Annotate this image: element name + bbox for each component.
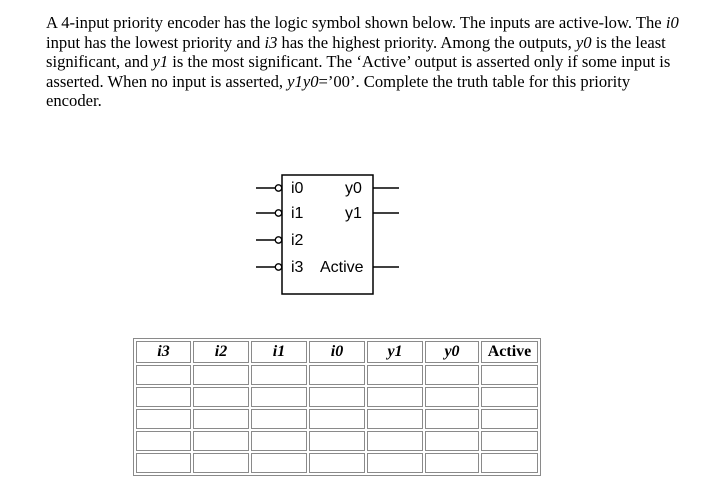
table-cell[interactable] (251, 365, 307, 385)
table-cell[interactable] (309, 431, 365, 451)
header-active: Active (481, 341, 538, 363)
table-cell[interactable] (425, 409, 479, 429)
header-y0: y0 (425, 341, 479, 363)
table-cell[interactable] (136, 365, 191, 385)
table-cell[interactable] (136, 409, 191, 429)
table-cell[interactable] (481, 431, 538, 451)
table-cell[interactable] (136, 431, 191, 451)
table-cell[interactable] (425, 453, 479, 473)
input-label-i0: i0 (291, 180, 304, 197)
table-cell[interactable] (193, 387, 249, 407)
table-cell[interactable] (309, 365, 365, 385)
table-cell[interactable] (193, 365, 249, 385)
table-cell[interactable] (481, 365, 538, 385)
input-label-i1: i1 (291, 205, 304, 222)
input-line-i0 (256, 185, 282, 191)
output-label-active: Active (320, 259, 364, 276)
table-cell[interactable] (367, 453, 423, 473)
table-cell[interactable] (251, 431, 307, 451)
table-row (136, 409, 538, 429)
input-line-i3 (256, 264, 282, 270)
table-cell[interactable] (367, 409, 423, 429)
table-header-row (136, 341, 538, 363)
input-line-i1 (256, 210, 282, 216)
table-cell[interactable] (309, 453, 365, 473)
table-row (136, 453, 538, 473)
table-row (136, 431, 538, 451)
header-i1: i1 (251, 341, 307, 363)
output-label-y0: y0 (345, 180, 362, 197)
table-row (136, 387, 538, 407)
input-label-i2: i2 (291, 232, 304, 249)
header-y1: y1 (367, 341, 423, 363)
table-row (136, 365, 538, 385)
truth-table (133, 338, 541, 476)
table-cell[interactable] (367, 431, 423, 451)
table-cell[interactable] (481, 387, 538, 407)
table-cell[interactable] (481, 409, 538, 429)
header-i0: i0 (309, 341, 365, 363)
problem-statement: A 4-input priority encoder has the logic symbol shown below. The inputs are active-low. The i0 input has the lowest priority and i3 has the highest priority. Among the outputs, y0 is the least significant, and y1 is the most significant. The ‘Active’ output is asserted only if some input is asserted. When no input is asserted, y1y0=’00’. Complete the truth table for this priority encoder. (46, 13, 679, 110)
table-cell[interactable] (481, 453, 538, 473)
header-i3: i3 (136, 341, 191, 363)
output-label-y1: y1 (345, 205, 362, 222)
table-cell[interactable] (251, 453, 307, 473)
table-cell[interactable] (193, 409, 249, 429)
table-cell[interactable] (425, 431, 479, 451)
table-cell[interactable] (367, 387, 423, 407)
table-cell[interactable] (193, 453, 249, 473)
table-cell[interactable] (309, 409, 365, 429)
table-cell[interactable] (425, 387, 479, 407)
table-cell[interactable] (136, 387, 191, 407)
table-cell[interactable] (136, 453, 191, 473)
input-label-i3: i3 (291, 259, 304, 276)
table-cell[interactable] (251, 409, 307, 429)
input-line-i2 (256, 237, 282, 243)
table-cell[interactable] (251, 387, 307, 407)
table-cell[interactable] (309, 387, 365, 407)
table-cell[interactable] (193, 431, 249, 451)
header-i2: i2 (193, 341, 249, 363)
table-cell[interactable] (425, 365, 479, 385)
table-cell[interactable] (367, 365, 423, 385)
